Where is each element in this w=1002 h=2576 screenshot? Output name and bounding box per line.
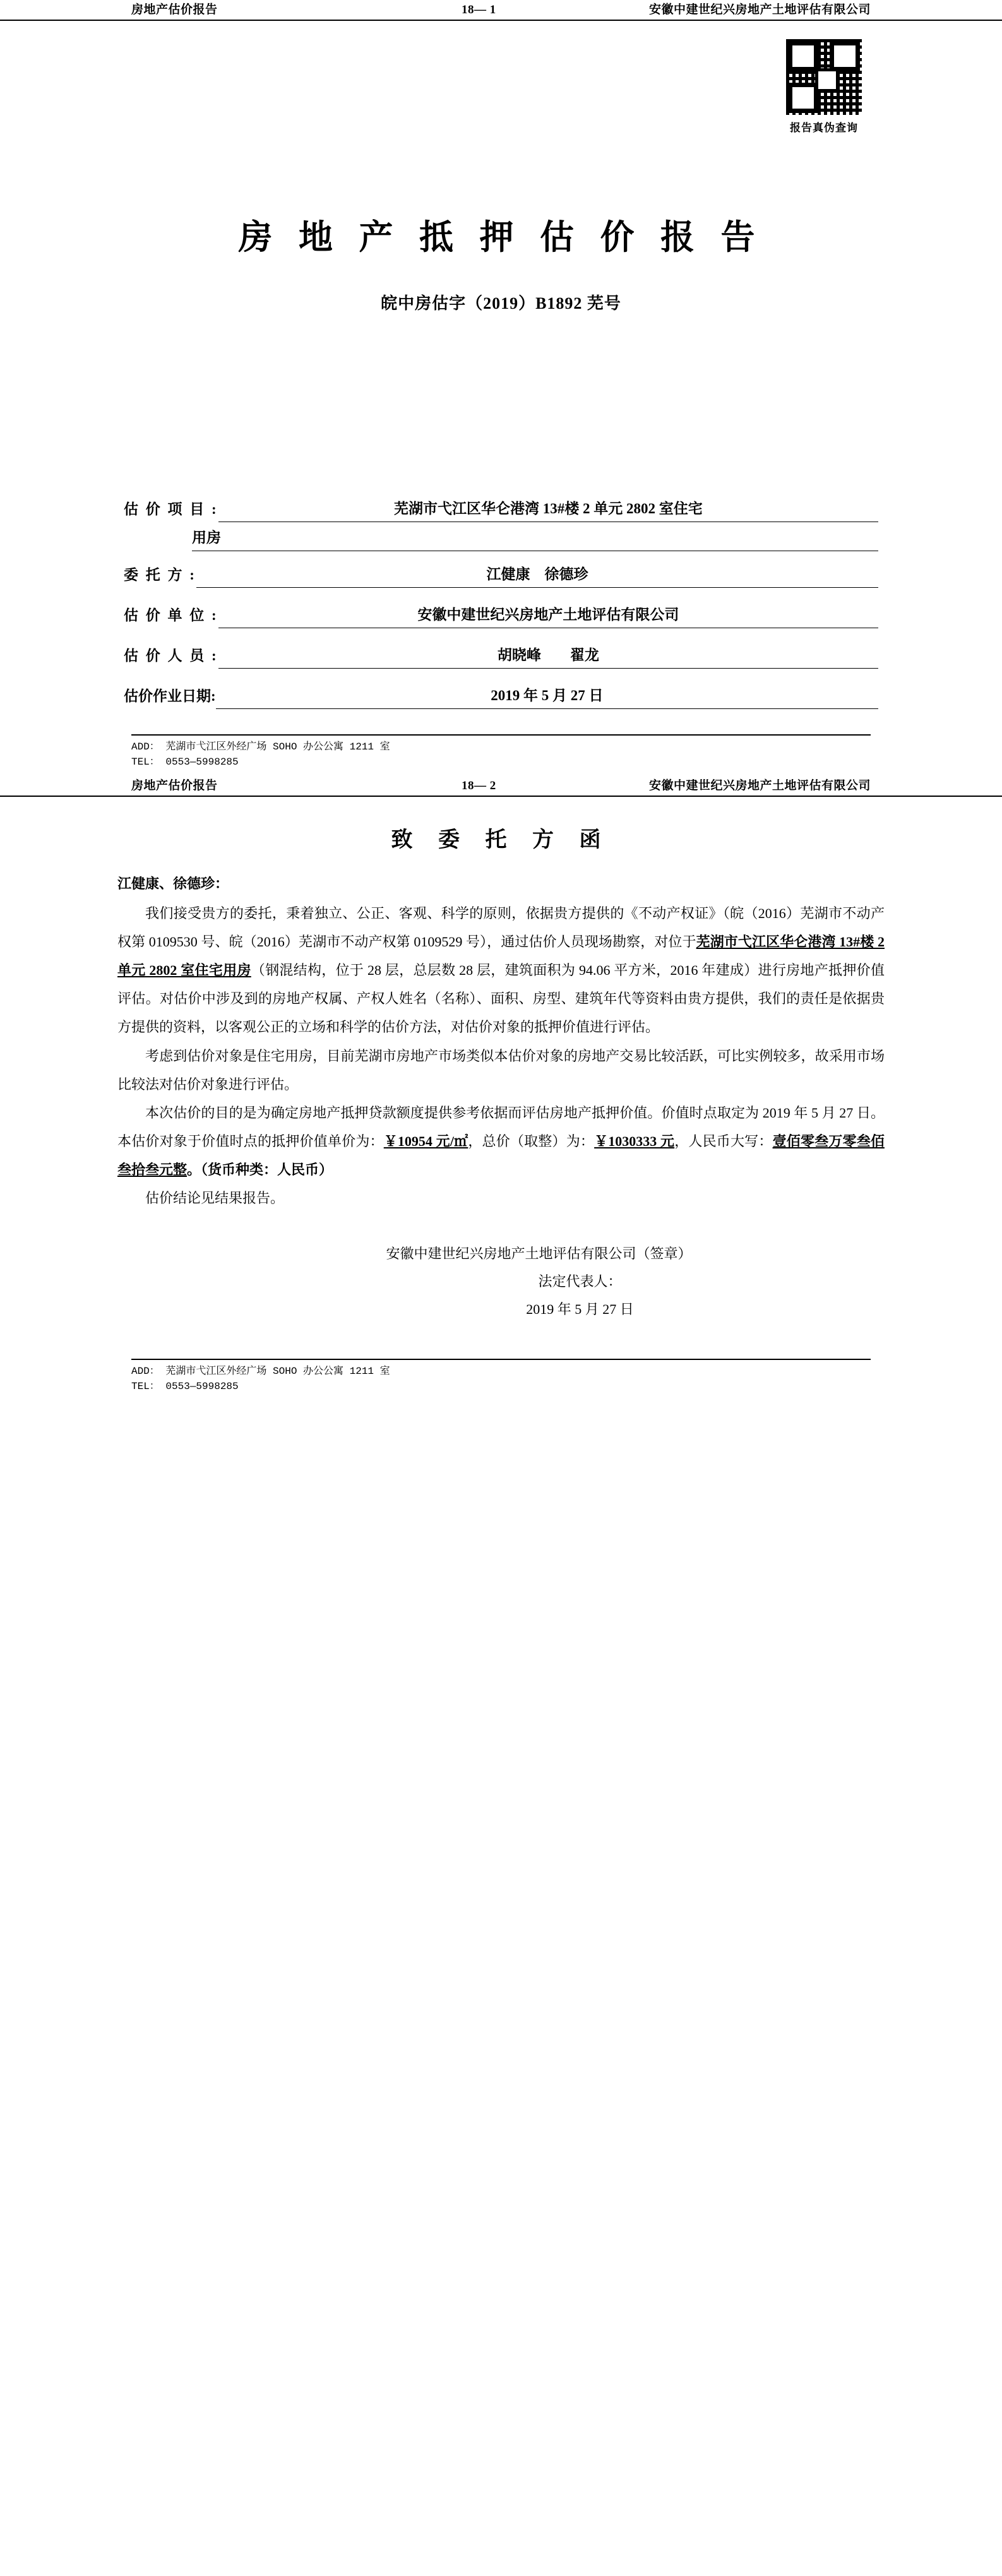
field-gap-3	[124, 632, 878, 643]
field-project-value-cont: 用房	[192, 526, 878, 551]
field-appraisal-company	[124, 603, 878, 628]
field-gap-1	[124, 551, 878, 563]
field-client	[124, 563, 878, 588]
letter-p3-part-c: ，人民币大写：	[674, 1133, 773, 1149]
header-company-name-2: 安徽中建世纪兴房地产土地评估有限公司	[648, 779, 871, 792]
header-page-number: 18— 1	[461, 3, 496, 16]
letter-paragraph-3	[117, 1099, 885, 1184]
running-header-page1	[0, 0, 1002, 21]
report-number: 皖中房估字（2019）B1892 芜号	[381, 294, 621, 313]
signature-block	[0, 1240, 1002, 1323]
qr-verification-block	[777, 39, 871, 134]
header-page-number-2: 18— 2	[461, 779, 496, 792]
field-appraisers-label: 估 价 人 员 :	[124, 648, 218, 664]
letter-p3-part-b: ，总价（取整）为：	[468, 1133, 595, 1149]
header-company-name: 安徽中建世纪兴房地产土地评估有限公司	[648, 3, 871, 16]
bottom-spacer	[0, 1394, 1002, 1416]
total-price-words: 壹佰零叁万零叁佰叁拾叁元整	[117, 1133, 885, 1178]
letter-paragraph-1	[117, 899, 885, 1041]
field-appraisers-value: 胡晓峰 翟龙	[218, 643, 878, 669]
letter-p3-part-d: 。（货币种类：人民币）	[187, 1161, 333, 1178]
total-price-value: ￥1030333 元	[594, 1133, 675, 1149]
field-client-label: 委 托 方 :	[124, 567, 196, 583]
signature-company: 安徽中建世纪兴房地产土地评估有限公司（签章）	[386, 1246, 692, 1262]
field-client-value: 江健康 徐德珍	[196, 563, 878, 588]
page-title: 房 地 产 抵 押 估 价 报 告	[238, 218, 764, 256]
letter-p1-part-b: （钢混结构，位于 28 层，总层数 28 层，建筑面积为 94.06 平方米，2016 年建成）进行房地产抵押价值评估。对估价中涉及到的房地产权属、产权人姓名（名称）、面积、房型、建筑年代等资料由贵方提供，我们的责任是依据贵方提供的资料，以客观公正的立场和科学的估价方法，对估价对象的抵押价值进行评估。	[117, 962, 885, 1035]
letter-p1-subject: 芜湖市弋江区华仑港湾 13#楼 2 单元 2802 室住宅用房	[117, 934, 885, 979]
field-appraisal-company-label: 估 价 单 位 :	[124, 607, 218, 623]
letter-paragraph-2: 考虑到估价对象是住宅用房，目前芜湖市房地产市场类似本估价对象的房地产交易比较活跃，可比实例较多，故采用市场比较法对估价对象进行评估。	[117, 1047, 885, 1092]
field-appraisal-company-value: 安徽中建世纪兴房地产土地评估有限公司	[218, 603, 878, 628]
field-work-date	[124, 684, 878, 709]
qr-code-icon[interactable]	[786, 39, 862, 115]
letter-title: 致 委 托 方 函	[391, 828, 611, 852]
footer-telephone-2: TEL： 0553—5998285	[131, 1381, 239, 1393]
letter-paragraph-4: 估价结论见结果报告。	[145, 1190, 285, 1207]
running-header-page2	[0, 776, 1002, 797]
field-project-label: 估 价 项 目 :	[124, 501, 218, 517]
field-work-date-value: 2019 年 5 月 27 日	[216, 684, 878, 709]
running-footer-page2	[131, 1359, 871, 1394]
footer-address: ADD： 芜湖市弋江区外经广场 SOHO 办公公寓 1211 室	[131, 741, 390, 753]
signature-date: 2019 年 5 月 27 日	[526, 1301, 634, 1318]
field-project	[124, 497, 878, 522]
letter-p3-part-a: 本次估价的目的是为确定房地产抵押贷款额度提供参考依据而评估房地产抵押价值。价值时点取定为 2019 年 5 月 27 日。本估价对象于价值时点的抵押价值单价为：	[117, 1104, 885, 1149]
qr-caption: 报告真伪查询	[790, 122, 858, 134]
letter-salutation: 江健康、徐德珍：	[117, 876, 229, 891]
field-gap-2	[124, 592, 878, 603]
letter-body	[0, 869, 1002, 1212]
field-appraisers	[124, 643, 878, 669]
footer-telephone: TEL： 0553—5998285	[131, 756, 239, 768]
qr-corner-marker	[788, 83, 818, 113]
footer-address-2: ADD： 芜湖市弋江区外经广场 SOHO 办公公寓 1211 室	[131, 1366, 390, 1378]
unit-price-value: ￥10954 元/㎡	[383, 1133, 468, 1149]
field-project-value: 芜湖市弋江区华仑港湾 13#楼 2 单元 2802 室住宅	[218, 497, 878, 522]
cover-spacer	[0, 314, 1002, 497]
header-left-text: 房地产估价报告	[131, 3, 218, 16]
cover-field-list	[0, 497, 1002, 709]
header-left-text-2: 房地产估价报告	[131, 779, 218, 792]
signature-legal-rep: 法定代表人：	[538, 1273, 622, 1290]
qr-center-marker	[815, 68, 839, 92]
running-footer-page1	[131, 734, 871, 770]
field-work-date-label: 估价作业日期:	[124, 688, 216, 704]
field-gap-4	[124, 672, 878, 684]
letter-p1-part-a: 我们接受贵方的委托，秉着独立、公正、客观、科学的原则，依据贵方提供的《不动产权证》（皖（2016）芜湖市不动产权第 0109530 号、皖（2016）芜湖市不动产权第 0109529 号），通过估价人员现场勘察，对位于	[117, 905, 885, 950]
